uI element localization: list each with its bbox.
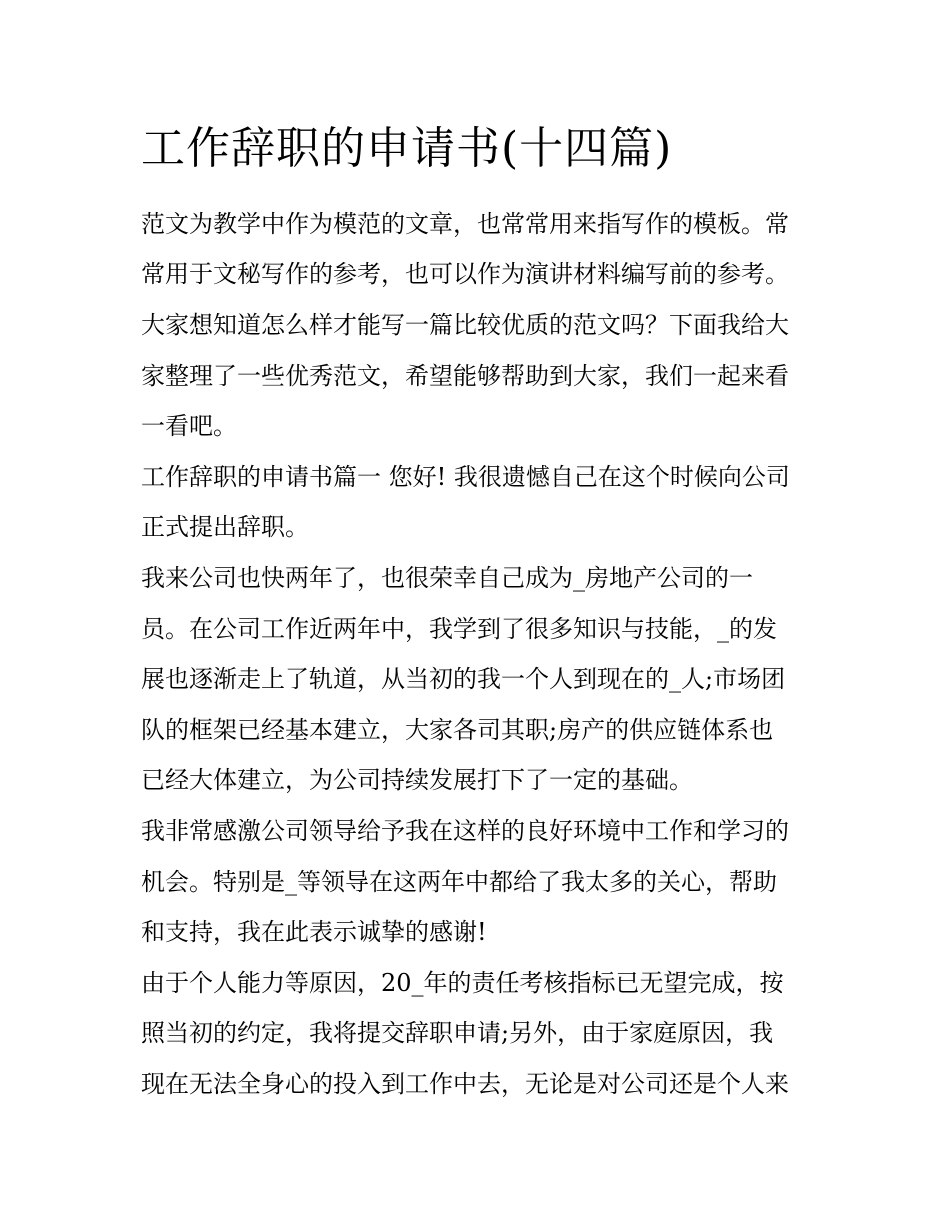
text-line: 照当初的约定，我将提交辞职申请;另外，由于家庭原因，我	[141, 1019, 774, 1047]
text-line: 大家想知道怎么样才能写一篇比较优质的范文吗？下面我给大	[141, 311, 789, 339]
text-line: 队的框架已经基本建立，大家各司其职;房产的供应链体系也	[141, 716, 774, 744]
text-line: 和支持，我在此表示诚挚的感谢!	[141, 918, 487, 946]
text-line: 现在无法全身心的投入到工作中去，无论是对公司还是个人来	[141, 1070, 789, 1098]
text-line: 我非常感激公司领导给予我在这样的良好环境中工作和学习的	[141, 817, 789, 845]
text-line: 由于个人能力等原因，20_年的责任考核指标已无望完成，按	[141, 969, 784, 997]
document-title: 工作辞职的申请书(十四篇)	[141, 123, 673, 174]
text-line: 正式提出辞职。	[141, 513, 309, 541]
text-line: 工作辞职的申请书篇一 您好! 我很遗憾自己在这个时候向公司	[141, 463, 790, 491]
text-line: 范文为教学中作为模范的文章，也常常用来指写作的模板。常	[141, 210, 789, 238]
text-line: 家整理了一些优秀范文，希望能够帮助到大家，我们一起来看	[141, 362, 789, 390]
text-line: 展也逐渐走上了轨道，从当初的我一个人到现在的_人;市场团	[141, 665, 786, 693]
text-line: 一看吧。	[141, 412, 237, 440]
text-line: 员。在公司工作近两年中，我学到了很多知识与技能，_的发	[141, 615, 777, 643]
text-line: 机会。特别是_等领导在这两年中都给了我太多的关心，帮助	[141, 868, 777, 896]
text-line: 已经大体建立，为公司持续发展打下了一定的基础。	[141, 766, 693, 794]
text-line: 我来公司也快两年了，也很荣幸自己成为_房地产公司的一	[141, 564, 753, 592]
text-line: 常用于文秘写作的参考，也可以作为演讲材料编写前的参考。	[141, 260, 789, 288]
